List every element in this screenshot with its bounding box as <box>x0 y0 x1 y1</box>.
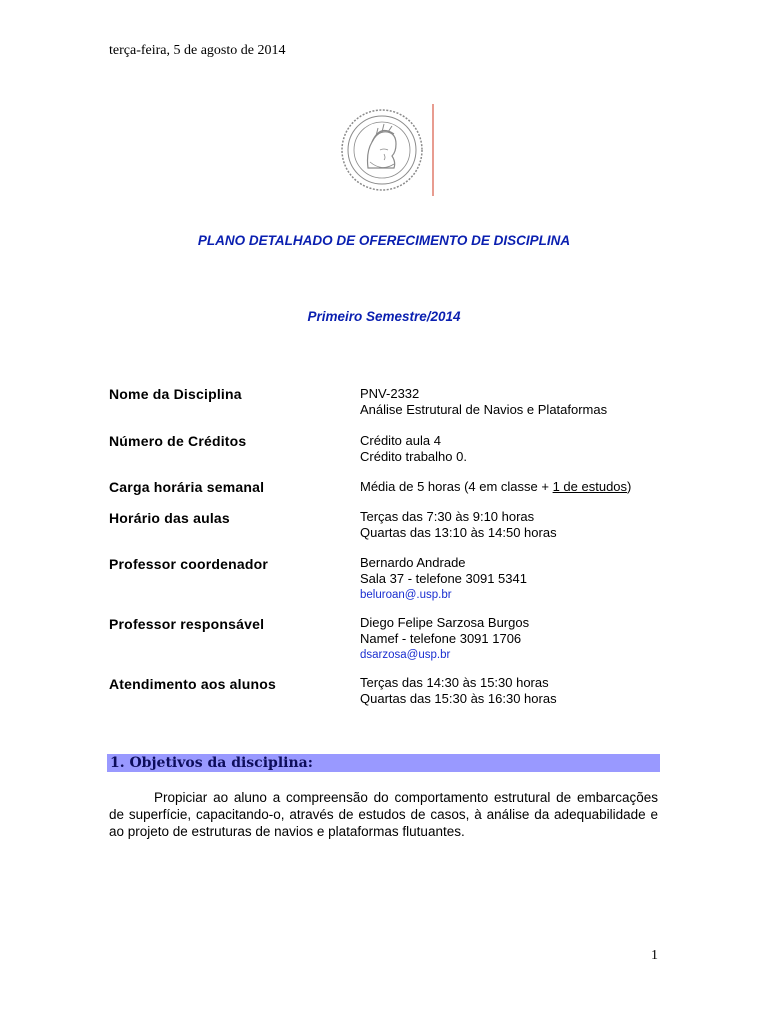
value-numero-creditos <box>360 433 467 465</box>
coordenador-name: Bernardo Andrade <box>360 555 466 570</box>
carga-text-post: ) <box>627 479 632 494</box>
horario-tercas: Terças das 7:30 às 9:10 horas <box>360 509 535 524</box>
carga-text-pre: Média de 5 horas (4 em classe + <box>360 479 553 494</box>
label-professor-coordenador: Professor coordenador <box>109 556 269 572</box>
objetivos-paragraph: Propiciar ao aluno a compreensão do comportamento estrutural de embarcações de superfície, capacitando-o, através de estudos de casos, à análise da adequabilidade e ao projeto de estruturas de navios e plataformas flutuantes. <box>109 790 658 839</box>
carga-text-underlined: 1 de estudos <box>552 479 628 494</box>
value-carga-horaria <box>360 479 631 495</box>
semester-label: Primeiro Semestre/2014 <box>307 309 461 324</box>
value-nome-disciplina <box>360 386 607 418</box>
label-horario-aulas: Horário das aulas <box>109 510 230 526</box>
value-professor-coordenador <box>360 555 527 603</box>
page-number: 1 <box>651 948 658 963</box>
header-date: terça-feira, 5 de agosto de 2014 <box>109 43 286 58</box>
credito-trabalho: Crédito trabalho 0. <box>360 449 467 464</box>
coordenador-email-link[interactable]: beluroan@.usp.br <box>360 589 452 601</box>
responsavel-email-link[interactable]: dsarzosa@usp.br <box>360 649 451 661</box>
atendimento-tercas: Terças das 14:30 às 15:30 horas <box>360 675 549 690</box>
course-name: Análise Estrutural de Navios e Plataformas <box>360 402 608 417</box>
value-atendimento-alunos <box>360 675 557 707</box>
document-title: PLANO DETALHADO DE OFERECIMENTO DE DISCIPLINA <box>197 233 571 248</box>
label-nome-disciplina: Nome da Disciplina <box>109 386 242 402</box>
course-code: PNV-2332 <box>360 386 420 401</box>
label-atendimento-alunos: Atendimento aos alunos <box>109 676 276 692</box>
label-carga-horaria: Carga horária semanal <box>109 479 265 495</box>
responsavel-name: Diego Felipe Sarzosa Burgos <box>360 615 530 630</box>
responsavel-phone: Namef - telefone 3091 1706 <box>360 631 522 646</box>
coordenador-phone: Sala 37 - telefone 3091 5341 <box>360 571 527 586</box>
credito-aula: Crédito aula 4 <box>360 433 441 448</box>
label-professor-responsavel: Professor responsável <box>109 616 265 632</box>
horario-quartas: Quartas das 13:10 às 14:50 horas <box>360 525 557 540</box>
atendimento-quartas: Quartas das 15:30 às 16:30 horas <box>360 691 557 706</box>
value-professor-responsavel <box>360 615 529 663</box>
university-seal-logo <box>340 102 436 198</box>
label-numero-creditos: Número de Créditos <box>109 433 247 449</box>
value-horario-aulas <box>360 509 557 541</box>
section-heading-objetivos: 1. Objetivos da disciplina: <box>107 754 660 772</box>
